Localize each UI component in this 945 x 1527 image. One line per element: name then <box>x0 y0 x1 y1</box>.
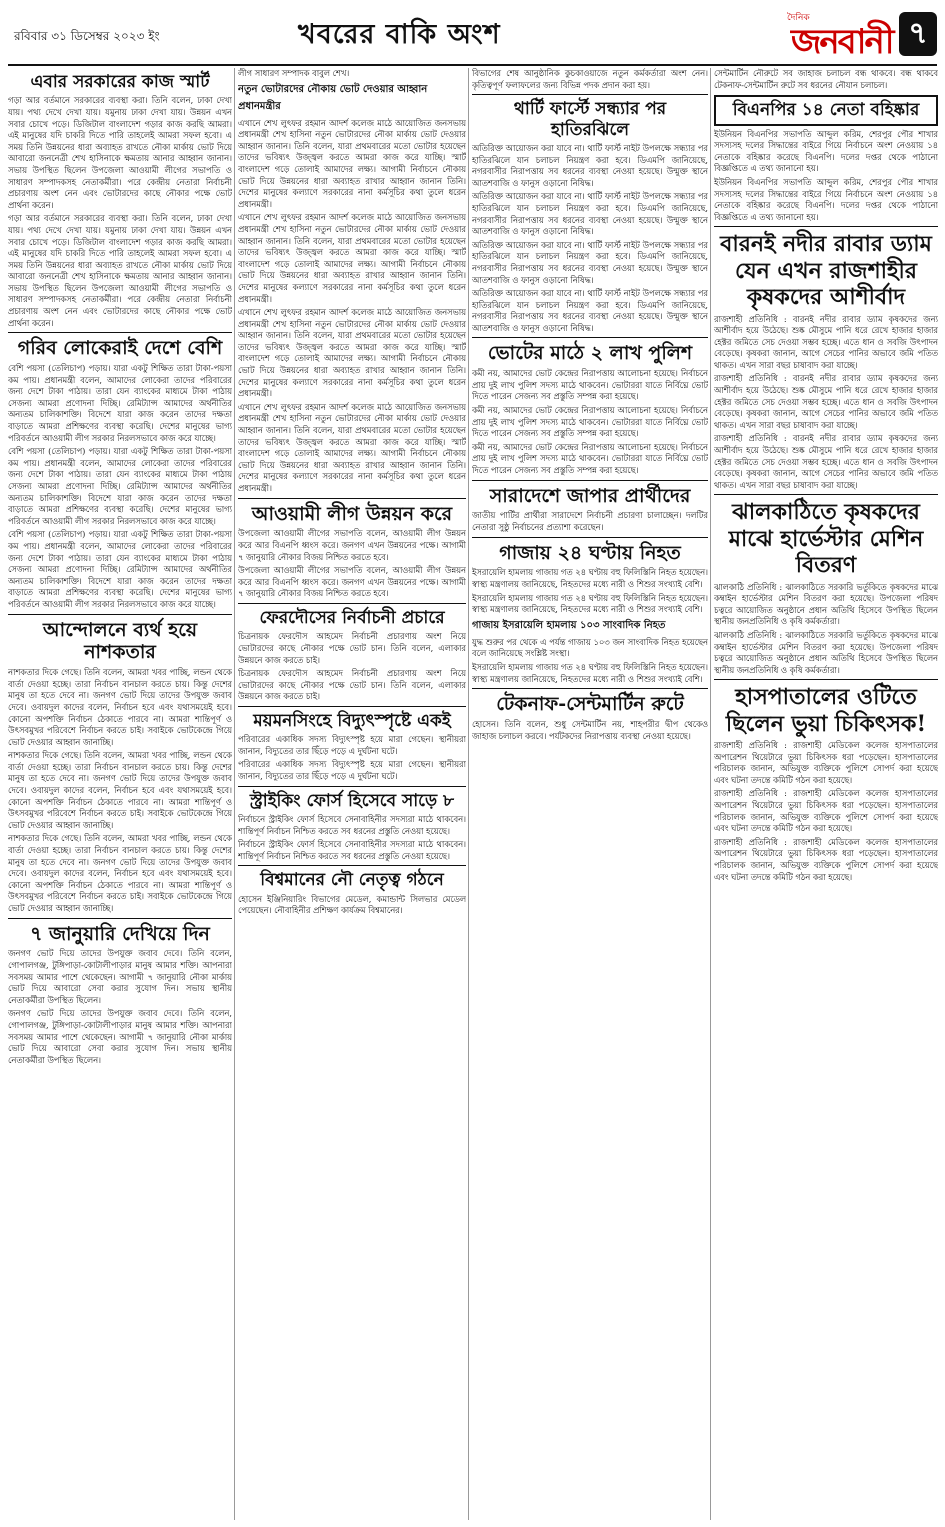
article-text: বেশি পয়সা (তেলিচাপ) পড়ায়। যারা একটু শিক্ষিত তারা টাকা-পয়সা কম পায়। প্রধানমন্ত্রী বলেন, আমাদের লোকেরা তাদের পরিবারের জন্য দেশে টাকা পাঠায়। তারা যেন ব্যাংকের মাধ্যমে টাকা পাঠায় সেজন্য আমরা প্রণোদনা দিচ্ছি। রেমিট্যান্স আমাদের অর্থনীতির অন্যতম চালিকাশক্তি। বিদেশে যারা কাজ করেন তাদের দক্ষতা বাড়াতে আমরা প্রশিক্ষণের ব্যবস্থা করেছি। দেশের মানুষের ভাগ্য পরিবর্তনে আওয়ামী লীগ সরকার নিরলসভাবে কাজ করে যাচ্ছে। <box>8 363 232 443</box>
article-text: পরিবারের একাধিক সদস্য বিদ্যুৎস্পৃষ্ট হয়ে মারা গেছেন। স্থানীয়রা জানান, বিদ্যুতের তার ছিঁড়ে পড়ে এ দুর্ঘটনা ঘটে। <box>238 759 466 782</box>
article-text: কমী নয়, আমাদের ভোট কেন্দ্রের নিরাপত্তায় আলোচনা হয়েছে। নির্বাচনে প্রায় দুই লাখ পুলিশ সদস্য মাঠে থাকবেন। ভোটাররা যাতে নির্বিঘ্নে ভোট দিতে পারেন সেজন্য সব প্রস্তুতি সম্পন্ন করা হয়েছে। <box>472 368 708 402</box>
article-text: নির্বাচনে স্ট্রাইকিং ফোর্স হিসেবে সেনাবাহিনীর সদস্যরা মাঠে থাকবেন। শান্তিপূর্ণ নির্বাচন নিশ্চিত করতে সব ধরনের প্রস্তুতি নেওয়া হয়েছে। <box>238 839 466 861</box>
article-text: ইউনিয়ন বিএনপির সভাপতি আব্দুল করিম, শেরপুর পৌর শাখার সদস্যসহ দলের সিদ্ধান্তের বাইরে গিয়ে নির্বাচনে অংশ নেওয়ায় ১৪ নেতাকে বহিষ্কার করেছে বিএনপি। দলের দপ্তর থেকে পাঠানো বিজ্ঞপ্তিতে এ তথ্য জানানো হয়। <box>714 128 938 174</box>
divider <box>8 332 232 333</box>
article-text: সেন্টমার্টিন নৌরুটে সব জাহাজ চলাচল বন্ধ থাকবে। বন্ধ থাকবে টেকনাফ-সেন্টমার্টিন রুটে সব ধরনের নৌযান চলাচল। <box>714 68 938 90</box>
article-text: বেশি পয়সা (তেলিচাপ) পড়ায়। যারা একটু শিক্ষিত তারা টাকা-পয়সা কম পায়। প্রধানমন্ত্রী বলেন, আমাদের লোকেরা তাদের পরিবারের জন্য দেশে টাকা পাঠায়। তারা যেন ব্যাংকের মাধ্যমে টাকা পাঠায় সেজন্য আমরা প্রণোদনা দিচ্ছি। রেমিট্যান্স আমাদের অর্থনীতির অন্যতম চালিকাশক্তি। বিদেশে যারা কাজ করেন তাদের দক্ষতা বাড়াতে আমরা প্রশিক্ষণের ব্যবস্থা করেছি। দেশের মানুষের ভাগ্য পরিবর্তনে আওয়ামী লীগ সরকার নিরলসভাবে কাজ করে যাচ্ছে। <box>8 529 232 609</box>
article-text: বেশি পয়সা (তেলিচাপ) পড়ায়। যারা একটু শিক্ষিত তারা টাকা-পয়সা কম পায়। প্রধানমন্ত্রী বলেন, আমাদের লোকেরা তাদের পরিবারের জন্য দেশে টাকা পাঠায়। তারা যেন ব্যাংকের মাধ্যমে টাকা পাঠায় সেজন্য আমরা প্রণোদনা দিচ্ছি। রেমিট্যান্স আমাদের অর্থনীতির অন্যতম চালিকাশক্তি। বিদেশে যারা কাজ করেন তাদের দক্ষতা বাড়াতে আমরা প্রশিক্ষণের ব্যবস্থা করেছি। দেশের মানুষের ভাগ্য পরিবর্তনে আওয়ামী লীগ সরকার নিরলসভাবে কাজ করে যাচ্ছে। <box>8 446 232 526</box>
article-text: নির্বাচনে স্ট্রাইকিং ফোর্স হিসেবে সেনাবাহিনীর সদস্যরা মাঠে থাকবেন। শান্তিপূর্ণ নির্বাচন নিশ্চিত করতে সব ধরনের প্রস্তুতি নেওয়া হয়েছে। <box>238 814 466 836</box>
headline-january-7: ৭ জানুয়ারি দেখিয়ে দিন <box>30 922 210 945</box>
article-text: অতিরিক্ত আয়োজন করা যাবে না। থার্টি ফার্স্ট নাইট উপলক্ষে সন্ধ্যার পর হাতিরঝিলে যান চলাচল নিয়ন্ত্রণ করা হবে। ডিএমপি জানিয়েছে, নগরবাসীর নিরাপত্তায় সব ধরনের ব্যবস্থা নেওয়া হয়েছে। উন্মুক্ত স্থানে আতশবাজি ও ফানুস ওড়ানো নিষিদ্ধ। <box>472 191 708 237</box>
divider <box>472 337 708 338</box>
column-divider <box>234 68 235 1520</box>
column-divider <box>468 68 469 1520</box>
column-2 <box>238 68 466 1520</box>
headline-ferdous: ফেরদৌসের নির্বাচনী প্রচারে <box>259 607 445 628</box>
article-text: যুদ্ধ শুরুর পর থেকে এ পর্যন্ত গাজায় ১০৩ জন সাংবাদিক নিহত হয়েছেন বলে জানিয়েছে সংশ্লিষ্ট সংস্থা। <box>472 636 708 659</box>
article-text: রাজশাহী প্রতিনিধি : বারনই নদীর রাবার ড্যাম কৃষকদের জন্য আশীর্বাদ হয়ে উঠেছে। শুষ্ক মৌসুমে পানি ধরে রেখে হাজার হাজার হেক্টর জমিতে সেচ দেওয়া সম্ভব হচ্ছে। এতে ধান ও সবজি উৎপাদন বেড়েছে। কৃষকরা জানান, আগে সেচের পানির অভাবে জমি পতিত থাকত। এখন সারা বছর চাষাবাদ করা যাচ্ছে। <box>714 313 938 370</box>
subheading-new-voters: নতুন ভোটারদের নৌকায় ভোট দেওয়ার আহ্বান প্রধানমন্ত্রীর <box>238 83 428 112</box>
article-text: নাশকতার দিকে গেছে। তিনি বলেন, আমরা খবর পাচ্ছি, লন্ডন থেকে বার্তা দেওয়া হচ্ছে। তারা নির্বাচন বানচাল করতে চায়। কিন্তু দেশের মানুষ তা হতে দেবে না। জনগণ ভোট দিয়ে তাদের উপযুক্ত জবাব দেবে। ওবায়দুল কাদের বলেন, নির্বাচন হবে এবং যথাসময়েই হবে। কোনো অপশক্তি নির্বাচন ঠেকাতে পারবে না। আমরা শান্তিপূর্ণ ও উৎসবমুখর পরিবেশে নির্বাচন করতে চাই। সবাইকে ভোটকেন্দ্রে গিয়ে ভোট দেওয়ার আহ্বান জানাচ্ছি। <box>8 667 232 747</box>
article-text: হোসেন ইঞ্জিনিয়ারিং বিভাগের মেডেল, কমান্ডান্ট সিলভার মেডেল পেয়েছেন। নৌবাহিনীর প্রশিক্ষণ কার্যক্রম বিশ্বমানের। <box>238 893 466 916</box>
article-text: জনগণ ভোট দিয়ে তাদের উপযুক্ত জবাব দেবে। তিনি বলেন, গোপালগঞ্জ, টুঙ্গিপাড়া-কোটালীপাড়ার মানুষ আমার শক্তি। আপনারা সবসময় আমার পাশে থেকেছেন। আগামী ৭ জানুয়ারি নৌকা মার্কায় ভোট দিয়ে আবারো সেবা করার সুযোগ দিন। সভায় স্থানীয় নেতাকর্মীরা উপস্থিত ছিলেন। <box>8 1008 232 1065</box>
column-1 <box>8 68 232 1520</box>
article-text: নাশকতার দিকে গেছে। তিনি বলেন, আমরা খবর পাচ্ছি, লন্ডন থেকে বার্তা দেওয়া হচ্ছে। তারা নির্বাচন বানচাল করতে চায়। কিন্তু দেশের মানুষ তা হতে দেবে না। জনগণ ভোট দিয়ে তাদের উপযুক্ত জবাব দেবে। ওবায়দুল কাদের বলেন, নির্বাচন হবে এবং যথাসময়েই হবে। কোনো অপশক্তি নির্বাচন ঠেকাতে পারবে না। আমরা শান্তিপূর্ণ ও উৎসবমুখর পরিবেশে নির্বাচন করতে চাই। সবাইকে ভোটকেন্দ্রে গিয়ে ভোট দেওয়ার আহ্বান জানাচ্ছি। <box>8 750 232 830</box>
article-text: ঝালকাঠি প্রতিনিধি : ঝালকাঠিতে সরকারি ভর্তুকিতে কৃষকদের মাঝে কম্বাইন হার্ভেস্টার মেশিন বিতরণ করা হয়েছে। উপজেলা পরিষদ চত্বরে আয়োজিত অনুষ্ঠানে প্রধান অতিথি হিসেবে উপস্থিত ছিলেন স্থানীয় জনপ্রতিনিধি ও কৃষি কর্মকর্তারা। <box>714 581 938 627</box>
article-text: উপজেলা আওয়ামী লীগের সভাপতি বলেন, আওয়ামী লীগ উন্নয়ন করে আর বিএনপি ধ্বংস করে। জনগণ এখন উন্নয়নের পক্ষে। আগামী ৭ জানুয়ারি নৌকার বিজয় নিশ্চিত করতে হবে। <box>238 565 466 599</box>
article-text: রাজশাহী প্রতিনিধি : রাজশাহী মেডিকেল কলেজ হাসপাতালের অপারেশন থিয়েটারে ভুয়া চিকিৎসক ধরা পড়েছেন। হাসপাতালের পরিচালক জানান, অভিযুক্ত ব্যক্তিকে পুলিশে সোপর্দ করা হয়েছে এবং ঘটনা তদন্তে কমিটি গঠন করা হয়েছে। <box>714 740 938 785</box>
newspaper-logo <box>787 10 895 62</box>
headline-navy: বিশ্বমানের নৌ নেতৃত্ব গঠনে <box>260 870 444 891</box>
article-text: বিভাগের শেষ আনুষ্ঠানিক কুচকাওয়াজে নতুন কর্মকর্তারা অংশ নেন। কৃতিত্বপূর্ণ ফলাফলের জন্য বিভিন্ন পদক প্রদান করা হয়। <box>472 68 708 90</box>
divider <box>238 865 466 866</box>
divider <box>472 94 708 95</box>
article-text: নাশকতার দিকে গেছে। তিনি বলেন, আমরা খবর পাচ্ছি, লন্ডন থেকে বার্তা দেওয়া হচ্ছে। তারা নির্বাচন বানচাল করতে চায়। কিন্তু দেশের মানুষ তা হতে দেবে না। জনগণ ভোট দিয়ে তাদের উপযুক্ত জবাব দেবে। ওবায়দুল কাদের বলেন, নির্বাচন হবে এবং যথাসময়েই হবে। কোনো অপশক্তি নির্বাচন ঠেকাতে পারবে না। আমরা শান্তিপূর্ণ ও উৎসবমুখর পরিবেশে নির্বাচন করতে চাই। সবাইকে ভোটকেন্দ্রে গিয়ে ভোট দেওয়ার আহ্বান জানাচ্ছি। <box>8 833 232 913</box>
divider <box>8 918 232 919</box>
article-text: ইসরায়েলি হামলায় গাজায় গত ২৪ ঘণ্টায় বহু ফিলিস্তিনি নিহত হয়েছেন। স্বাস্থ্য মন্ত্রণালয় জানিয়েছে, নিহতদের মধ্যে নারী ও শিশুর সংখ্যাই বেশি। <box>472 592 708 615</box>
article-text: ঝালকাঠি প্রতিনিধি : ঝালকাঠিতে সরকারি ভর্তুকিতে কৃষকদের মাঝে কম্বাইন হার্ভেস্টার মেশিন বিতরণ করা হয়েছে। উপজেলা পরিষদ চত্বরে আয়োজিত অনুষ্ঠানে প্রধান অতিথি হিসেবে উপস্থিত ছিলেন স্থানীয় জনপ্রতিনিধি ও কৃষি কর্মকর্তারা। <box>714 629 938 675</box>
article-text: জনগণ ভোট দিয়ে তাদের উপযুক্ত জবাব দেবে। তিনি বলেন, গোপালগঞ্জ, টুঙ্গিপাড়া-কোটালীপাড়ার মানুষ আমার শক্তি। আপনারা সবসময় আমার পাশে থেকেছেন। আগামী ৭ জানুয়ারি নৌকা মার্কায় ভোট দিয়ে আবারো সেবা করার সুযোগ দিন। সভায় স্থানীয় নেতাকর্মীরা উপস্থিত ছিলেন। <box>8 948 232 1005</box>
article-text: জাতীয় পার্টির প্রার্থীরা সারাদেশে নির্বাচনী প্রচারণা চালাচ্ছেন। দলটির নেতারা সুষ্ঠু নির্বাচনের প্রত্যাশা করেছেন। <box>472 510 708 532</box>
divider <box>8 614 232 615</box>
divider <box>714 679 938 680</box>
divider <box>472 537 708 538</box>
column-4 <box>714 68 938 1520</box>
logo-prefix: দৈনিক <box>787 13 810 23</box>
article-text: গড়া আর বর্তমানে সরকারের ব্যবস্থা করা। তিনি বলেন, ঢাকা দেখা যায়। পথ্য দেখে দেখা যায়। যমুনায় ঢাকা দেখা যায়। উন্নয়ন এখন সবার চোখে পড়ে। ডিজিটাল বাংলাদেশ গড়ার কাজ করছি আমরা। এই মানুষের যদি চাকরি দিতে পারি তাহলেই আমরা সফল হবো। এ সময় তিনি উন্নয়নের ধারা অব্যাহত রাখতে নৌকা মার্কায় ভোট দিয়ে আবারো জননেত্রী শেখ হাসিনাকে ক্ষমতায় আনার আহ্বান জানান। সভায় উপস্থিত ছিলেন উপজেলা আওয়ামী লীগের সভাপতি ও সাধারণ সম্পাদকসহ নেতাকর্মীরা। পরে কেন্দ্রীয় নেতারা নির্বাচনী প্রচারণায় অংশ নেন এবং ভোটারদের কাছে নৌকার পক্ষে ভোট প্রার্থনা করেন। <box>8 213 232 328</box>
article-text: উপজেলা আওয়ামী লীগের সভাপতি বলেন, আওয়ামী লীগ উন্নয়ন করে আর বিএনপি ধ্বংস করে। জনগণ এখন উন্নয়নের পক্ষে। আগামী ৭ জানুয়ারি নৌকার বিজয় নিশ্চিত করতে হবে। <box>238 528 466 562</box>
issue-date: রবিবার ৩১ ডিসেম্বর ২০২৩ ইং <box>14 29 160 43</box>
article-text: ইসরায়েলি হামলায় গাজায় গত ২৪ ঘণ্টায় বহু ফিলিস্তিনি নিহত হয়েছেন। স্বাস্থ্য মন্ত্রণালয় জানিয়েছে, নিহতদের মধ্যে নারী ও শিশুর সংখ্যাই বেশি। <box>472 661 708 684</box>
divider <box>238 498 466 499</box>
divider <box>238 603 466 604</box>
headline-mymensingh: ময়মনসিংহে বিদ্যুৎস্পৃষ্টে একই <box>253 710 451 731</box>
headline-thirty-first: থার্টি ফার্স্টে সন্ধ্যার পর হাতিরঝিলে <box>513 99 667 140</box>
headline-smart-work: এবার সরকারের কাজ স্মার্ট <box>30 72 210 92</box>
headline-poor-people: গরিব লোকেরাই দেশে বেশি <box>17 337 223 360</box>
article-text: রাজশাহী প্রতিনিধি : রাজশাহী মেডিকেল কলেজ হাসপাতালের অপারেশন থিয়েটারে ভুয়া চিকিৎসক ধরা পড়েছেন। হাসপাতালের পরিচালক জানান, অভিযুক্ত ব্যক্তিকে পুলিশে সোপর্দ করা হয়েছে এবং ঘটনা তদন্তে কমিটি গঠন করা হয়েছে। <box>714 788 938 834</box>
article-text: কমী নয়, আমাদের ভোট কেন্দ্রের নিরাপত্তায় আলোচনা হয়েছে। নির্বাচনে প্রায় দুই লাখ পুলিশ সদস্য মাঠে থাকবেন। ভোটাররা যাতে নির্বিঘ্নে ভোট দিতে পারেন সেজন্য সব প্রস্তুতি সম্পন্ন করা হয়েছে। <box>472 405 708 439</box>
article-text: গড়া আর বর্তমানে সরকারের ব্যবস্থা করা। তিনি বলেন, ঢাকা দেখা যায়। পথ্য দেখে দেখা যায়। যমুনায় ঢাকা দেখা যায়। উন্নয়ন এখন সবার চোখে পড়ে। ডিজিটাল বাংলাদেশ গড়ার কাজ করছি আমরা। এই মানুষের যদি চাকরি দিতে পারি তাহলেই আমরা সফল হবো। এ সময় তিনি উন্নয়নের ধারা অব্যাহত রাখতে নৌকা মার্কায় ভোট দিয়ে আবারো জননেত্রী শেখ হাসিনাকে ক্ষমতায় আনার আহ্বান জানান। সভায় উপস্থিত ছিলেন উপজেলা আওয়ামী লীগের সভাপতি ও সাধারণ সম্পাদকসহ নেতাকর্মীরা। পরে কেন্দ্রীয় নেতারা নির্বাচনী প্রচারণায় অংশ নেন এবং ভোটারদের কাছে নৌকার পক্ষে ভোট প্রার্থনা করেন। <box>8 95 232 210</box>
headline-gaza: গাজায় ২৪ ঘণ্টায় নিহত <box>499 541 681 564</box>
headline-rubber-dam: বারনই নদীর রাবার ড্যাম যেন এখন রাজশাহীর কৃষকদের আশীর্বাদ <box>720 231 932 311</box>
headline-bnp-expelled: বিএনপির ১৪ নেতা বহিষ্কার <box>714 95 938 125</box>
headline-police: ভোটের মাঠে ২ লাখ পুলিশ <box>487 342 693 365</box>
headline-sabotage: আন্দোলনে ব্যর্থ হয়ে নাশকতার <box>42 618 198 664</box>
headline-teknaf: টেকনাফ-সেন্টমার্টিন রুটে <box>496 693 684 716</box>
article-text: এখানে শেখ লুৎফর রহমান আদর্শ কলেজ মাঠে আয়োজিত জনসভায় প্রধানমন্ত্রী শেখ হাসিনা নতুন ভোটারদের নৌকা মার্কায় ভোট দেওয়ার আহ্বান জানান। তিনি বলেন, যারা প্রথমবারের মতো ভোটার হয়েছেন তাদের ভবিষ্যৎ উজ্জ্বল করতে আমরা কাজ করে যাচ্ছি। স্মার্ট বাংলাদেশ গড়ে তোলাই আমাদের লক্ষ্য। আগামী নির্বাচনে নৌকায় ভোট দিয়ে উন্নয়নের ধারা অব্যাহত রাখার আহ্বান জানান তিনি। দেশের মানুষের কল্যাণে সরকারের নানা কর্মসূচির কথা তুলে ধরেন প্রধানমন্ত্রী। <box>238 212 466 304</box>
article-text: ইউনিয়ন বিএনপির সভাপতি আব্দুল করিম, শেরপুর পৌর শাখার সদস্যসহ দলের সিদ্ধান্তের বাইরে গিয়ে নির্বাচনে অংশ নেওয়ায় ১৪ নেতাকে বহিষ্কার করেছে বিএনপি। দলের দপ্তর থেকে পাঠানো বিজ্ঞপ্তিতে এ তথ্য জানানো হয়। <box>714 176 938 222</box>
column-divider <box>710 68 711 1520</box>
page-number: ৭ <box>899 12 937 56</box>
headline-striking-force: স্ট্রাইকিং ফোর্স হিসেবে সাড়ে ৮ <box>249 790 455 811</box>
article-text: চিত্রনায়ক ফেরদৌস আহমেদ নির্বাচনী প্রচারণায় অংশ নিয়ে ভোটারদের কাছে নৌকার পক্ষে ভোট চান। তিনি বলেন, এলাকার উন্নয়নে কাজ করতে চাই। <box>238 631 466 665</box>
divider <box>714 494 938 495</box>
page-header <box>8 8 937 60</box>
article-text: লীগ সাধারণ সম্পাদক বাবুল শেখ। <box>238 68 350 78</box>
article-text: এখানে শেখ লুৎফর রহমান আদর্শ কলেজ মাঠে আয়োজিত জনসভায় প্রধানমন্ত্রী শেখ হাসিনা নতুন ভোটারদের নৌকা মার্কায় ভোট দেওয়ার আহ্বান জানান। তিনি বলেন, যারা প্রথমবারের মতো ভোটার হয়েছেন তাদের ভবিষ্যৎ উজ্জ্বল করতে আমরা কাজ করে যাচ্ছি। স্মার্ট বাংলাদেশ গড়ে তোলাই আমাদের লক্ষ্য। আগামী নির্বাচনে নৌকায় ভোট দিয়ে উন্নয়নের ধারা অব্যাহত রাখার আহ্বান জানান তিনি। দেশের মানুষের কল্যাণে সরকারের নানা কর্মসূচির কথা তুলে ধরেন প্রধানমন্ত্রী। <box>238 401 466 493</box>
article-text: রাজশাহী প্রতিনিধি : বারনই নদীর রাবার ড্যাম কৃষকদের জন্য আশীর্বাদ হয়ে উঠেছে। শুষ্ক মৌসুমে পানি ধরে রেখে হাজার হাজার হেক্টর জমিতে সেচ দেওয়া সম্ভব হচ্ছে। এতে ধান ও সবজি উৎপাদন বেড়েছে। কৃষকরা জানান, আগে সেচের পানির অভাবে জমি পতিত থাকত। এখন সারা বছর চাষাবাদ করা যাচ্ছে। <box>714 373 938 430</box>
article-text: রাজশাহী প্রতিনিধি : রাজশাহী মেডিকেল কলেজ হাসপাতালের অপারেশন থিয়েটারে ভুয়া চিকিৎসক ধরা পড়েছেন। হাসপাতালের পরিচালক জানান, অভিযুক্ত ব্যক্তিকে পুলিশে সোপর্দ করা হয়েছে এবং ঘটনা তদন্তে কমিটি গঠন করা হয়েছে। <box>714 836 938 882</box>
header-rule <box>8 64 937 66</box>
article-text: অতিরিক্ত আয়োজন করা যাবে না। থার্টি ফার্স্ট নাইট উপলক্ষে সন্ধ্যার পর হাতিরঝিলে যান চলাচল নিয়ন্ত্রণ করা হবে। ডিএমপি জানিয়েছে, নগরবাসীর নিরাপত্তায় সব ধরনের ব্যবস্থা নেওয়া হয়েছে। উন্মুক্ত স্থানে আতশবাজি ও ফানুস ওড়ানো নিষিদ্ধ। <box>472 239 708 285</box>
headline-awami-league: আওয়ামী লীগ উন্নয়ন করে <box>251 502 453 525</box>
article-text: ইসরায়েলি হামলায় গাজায় গত ২৪ ঘণ্টায় বহু ফিলিস্তিনি নিহত হয়েছেন। স্বাস্থ্য মন্ত্রণালয় জানিয়েছে, নিহতদের মধ্যে নারী ও শিশুর সংখ্যাই বেশি। <box>472 567 708 589</box>
article-text: রাজশাহী প্রতিনিধি : বারনই নদীর রাবার ড্যাম কৃষকদের জন্য আশীর্বাদ হয়ে উঠেছে। শুষ্ক মৌসুমে পানি ধরে রেখে হাজার হাজার হেক্টর জমিতে সেচ দেওয়া সম্ভব হচ্ছে। এতে ধান ও সবজি উৎপাদন বেড়েছে। কৃষকরা জানান, আগে সেচের পানির অভাবে জমি পতিত থাকত। এখন সারা বছর চাষাবাদ করা যাচ্ছে। <box>714 433 938 490</box>
headline-japa: সারাদেশে জাপার প্রার্থীদের <box>489 484 691 507</box>
column-3 <box>472 68 708 1520</box>
article-text: এখানে শেখ লুৎফর রহমান আদর্শ কলেজ মাঠে আয়োজিত জনসভায় প্রধানমন্ত্রী শেখ হাসিনা নতুন ভোটারদের নৌকা মার্কায় ভোট দেওয়ার আহ্বান জানান। তিনি বলেন, যারা প্রথমবারের মতো ভোটার হয়েছেন তাদের ভবিষ্যৎ উজ্জ্বল করতে আমরা কাজ করে যাচ্ছি। স্মার্ট বাংলাদেশ গড়ে তোলাই আমাদের লক্ষ্য। আগামী নির্বাচনে নৌকায় ভোট দিয়ে উন্নয়নের ধারা অব্যাহত রাখার আহ্বান জানান তিনি। দেশের মানুষের কল্যাণে সরকারের নানা কর্মসূচির কথা তুলে ধরেন প্রধানমন্ত্রী। <box>238 307 466 399</box>
article-text: অতিরিক্ত আয়োজন করা যাবে না। থার্টি ফার্স্ট নাইট উপলক্ষে সন্ধ্যার পর হাতিরঝিলে যান চলাচল নিয়ন্ত্রণ করা হবে। ডিএমপি জানিয়েছে, নগরবাসীর নিরাপত্তায় সব ধরনের ব্যবস্থা নেওয়া হয়েছে। উন্মুক্ত স্থানে আতশবাজি ও ফানুস ওড়ানো নিষিদ্ধ। <box>472 288 708 333</box>
article-text: চিত্রনায়ক ফেরদৌস আহমেদ নির্বাচনী প্রচারণায় অংশ নিয়ে ভোটারদের কাছে নৌকার পক্ষে ভোট চান। তিনি বলেন, এলাকার উন্নয়নে কাজ করতে চাই। <box>238 668 466 702</box>
subheading-journalists: গাজায় ইসরায়েলি হামলায় ১০৩ সাংবাদিক নিহত <box>472 619 666 631</box>
article-text: হোসেন। তিনি বলেন, শুধু সেন্টমার্টিন নয়, শাহপরীর দ্বীপ থেকেও জাহাজ চলাচল করবে। পর্যটকদের নিরাপত্তায় ব্যবস্থা নেওয়া হয়েছে। <box>472 718 708 741</box>
article-text: কমী নয়, আমাদের ভোট কেন্দ্রের নিরাপত্তায় আলোচনা হয়েছে। নির্বাচনে প্রায় দুই লাখ পুলিশ সদস্য মাঠে থাকবেন। ভোটাররা যাতে নির্বিঘ্নে ভোট দিতে পারেন সেজন্য সব প্রস্তুতি সম্পন্ন করা হয়েছে। <box>472 441 708 476</box>
divider <box>714 226 938 227</box>
divider <box>472 688 708 689</box>
headline-fake-doctor: হাসপাতালের ওটিতে ছিলেন ভুয়া চিকিৎসক! <box>725 684 927 737</box>
logo-name: জনবানী <box>791 22 893 62</box>
article-text: পরিবারের একাধিক সদস্য বিদ্যুৎস্পৃষ্ট হয়ে মারা গেছেন। স্থানীয়রা জানান, বিদ্যুতের তার ছিঁড়ে পড়ে এ দুর্ঘটনা ঘটে। <box>238 734 466 756</box>
article-text: অতিরিক্ত আয়োজন করা যাবে না। থার্টি ফার্স্ট নাইট উপলক্ষে সন্ধ্যার পর হাতিরঝিলে যান চলাচল নিয়ন্ত্রণ করা হবে। ডিএমপি জানিয়েছে, নগরবাসীর নিরাপত্তায় সব ধরনের ব্যবস্থা নেওয়া হয়েছে। উন্মুক্ত স্থানে আতশবাজি ও ফানুস ওড়ানো নিষিদ্ধ। <box>472 142 708 188</box>
divider <box>472 480 708 481</box>
section-title: খবরের বাকি অংশ <box>298 19 501 50</box>
divider <box>238 706 466 707</box>
headline-harvester: ঝালকাঠিতে কৃষকদের মাঝে হার্ভেস্টার মেশিন বিতরণ <box>728 499 924 579</box>
article-text: এখানে শেখ লুৎফর রহমান আদর্শ কলেজ মাঠে আয়োজিত জনসভায় প্রধানমন্ত্রী শেখ হাসিনা নতুন ভোটারদের নৌকা মার্কায় ভোট দেওয়ার আহ্বান জানান। তিনি বলেন, যারা প্রথমবারের মতো ভোটার হয়েছেন তাদের ভবিষ্যৎ উজ্জ্বল করতে আমরা কাজ করে যাচ্ছি। স্মার্ট বাংলাদেশ গড়ে তোলাই আমাদের লক্ষ্য। আগামী নির্বাচনে নৌকায় ভোট দিয়ে উন্নয়নের ধারা অব্যাহত রাখার আহ্বান জানান তিনি। দেশের মানুষের কল্যাণে সরকারের নানা কর্মসূচির কথা তুলে ধরেন প্রধানমন্ত্রী। <box>238 117 466 209</box>
divider <box>238 786 466 787</box>
